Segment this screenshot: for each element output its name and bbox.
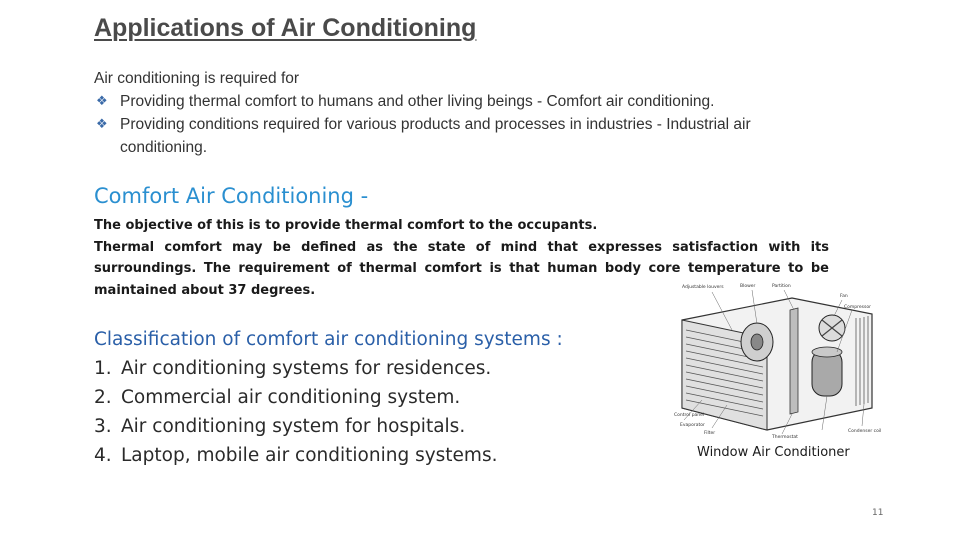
label-adjustable-louvers: Adjustable louvers: [682, 285, 724, 290]
label-fan: Fan: [840, 294, 848, 299]
objective-text: The objective of this is to provide thermal comfort to the occupants.: [94, 218, 598, 233]
bullet-item: [94, 90, 839, 113]
list-item: [94, 383, 563, 412]
window-ac-illustration: [672, 280, 886, 440]
list-item: [94, 354, 563, 383]
bullet-text: Providing thermal comfort to humans and other living beings - Comfort air conditioning.: [120, 93, 715, 110]
list-number: 2.: [94, 387, 112, 408]
list-number: 4.: [94, 445, 112, 466]
intro-lead: Air conditioning is required for: [94, 70, 300, 87]
bullet-item: [94, 113, 839, 159]
label-filter: Filter: [704, 431, 716, 436]
list-text: Commercial air conditioning system.: [121, 387, 461, 408]
label-control-panel: Control panel: [674, 413, 705, 418]
classification-list: [94, 325, 563, 470]
bullet-text: Providing conditions required for various products and processes in industries - Industrial air conditioning.: [120, 116, 751, 156]
list-text: Air conditioning system for hospitals.: [121, 416, 466, 437]
list-number: 1.: [94, 358, 112, 379]
page-number: 11: [872, 508, 884, 518]
label-compressor: Compressor: [844, 305, 871, 310]
label-thermostat: Thermostat: [772, 435, 798, 440]
diamond-bullet-icon: ❖: [96, 117, 108, 132]
comfort-heading: Comfort Air Conditioning -: [94, 184, 369, 208]
intro-block: [94, 67, 839, 159]
window-ac-drawing: [672, 280, 886, 440]
slide-title: Applications of Air Conditioning: [94, 14, 477, 42]
label-blower: Blower: [740, 284, 756, 289]
classification-heading: Classification of comfort air conditioning systems :: [94, 329, 563, 350]
list-text: Laptop, mobile air conditioning systems.: [121, 445, 498, 466]
label-condenser-coil: Condenser coil: [848, 429, 882, 434]
label-partition: Partition: [772, 284, 791, 289]
list-text: Air conditioning systems for residences.: [121, 358, 492, 379]
label-evaporator: Evaporator: [680, 423, 705, 428]
list-number: 3.: [94, 416, 112, 437]
definition-text: Thermal comfort may be defined as the state of mind that expresses satisfaction with its surroundings. The requirement of thermal comfort is that human body core temperature to be maintained about 37 degrees.: [94, 239, 829, 298]
diamond-bullet-icon: ❖: [96, 94, 108, 109]
figure-caption: Window Air Conditioner: [697, 445, 850, 460]
partition-shape: [790, 308, 798, 414]
list-item: [94, 412, 563, 441]
list-item: [94, 441, 563, 470]
